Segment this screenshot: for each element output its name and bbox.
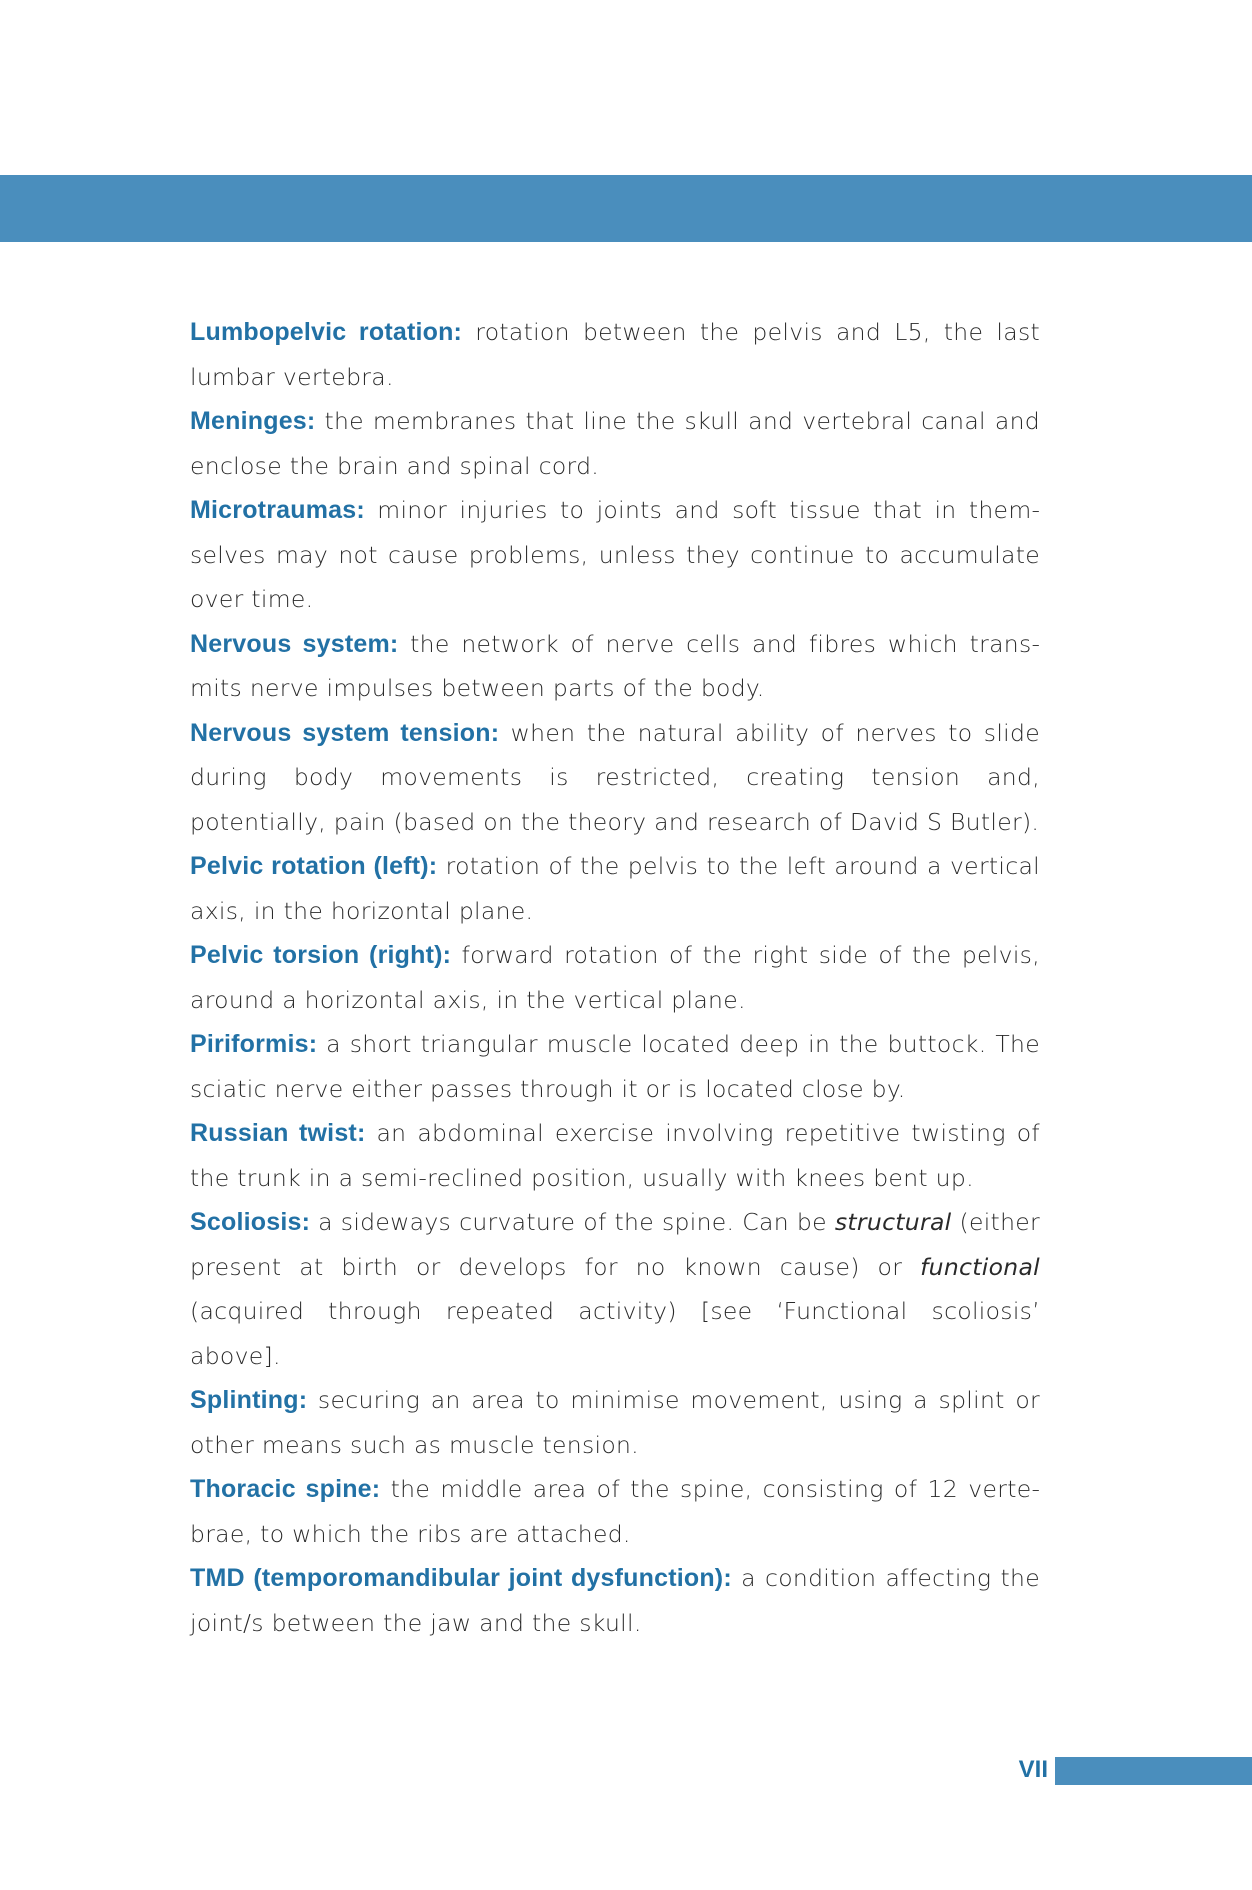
glossary-definition [190,1208,1040,1370]
definition-text: (acquired through repeated activity) [see ‘Functional scoliosis’ above]. [190,1297,1040,1370]
glossary-term: Pelvic torsion (right): [190,941,452,969]
glossary-entry [190,1378,1040,1467]
glossary-definition: minor injuries to joints and soft tissue that in themselves may not cause problems, unless they continue to accumulate over time. [190,496,1040,613]
glossary-entry [190,399,1040,488]
glossary-entry [190,622,1040,711]
glossary-definition: rotation between the pelvis and L5, the last lumbar vertebra. [190,318,1040,391]
glossary-term: Lumbopelvic rotation: [190,318,463,346]
glossary-definition: the middle area of the spine, consisting of 12 vertebrae, to which the ribs are attached. [190,1475,1040,1548]
glossary-entry [190,1200,1040,1378]
glossary-entry [190,1111,1040,1200]
header-banner [0,175,1252,242]
definition-text: (either present at birth or develops for no known cause) or [190,1208,1040,1281]
glossary-term: Nervous system tension: [190,718,500,747]
glossary-entry [190,1022,1040,1111]
glossary-term: TMD (temporomandibular joint dysfunction): [190,1564,732,1592]
glossary-definition: when the natural ability of nerves to slide during body movements is restricted, creating tension and, potentially, pain (based on the theory and research of David S Butler). [190,718,1040,836]
glossary-term: Scoliosis: [190,1208,311,1236]
glossary-definition: an abdominal exercise involving repetitive twisting of the trunk in a semi-reclined position, usually with knees bent up. [190,1119,1040,1192]
glossary-term: Thoracic spine: [190,1475,381,1503]
glossary-entry [190,711,1040,845]
glossary-entry [190,844,1040,933]
definition-italic-text: functional [920,1252,1040,1281]
glossary-term: Piriformis: [190,1030,318,1058]
glossary-definition: the network of nerve cells and fibres which transmits nerve impulses between parts of the body. [190,629,1040,702]
footer-bar [1055,1757,1252,1785]
glossary-term: Russian twist: [190,1119,366,1147]
glossary-entry [190,1556,1040,1645]
definition-italic-text: structural [834,1208,952,1236]
glossary-list [190,310,1040,1645]
glossary-definition: securing an area to minimise movement, using a splint or other means such as muscle tension. [190,1386,1040,1459]
glossary-definition: forward rotation of the right side of the pelvis, around a horizontal axis, in the vertical plane. [190,941,1040,1014]
glossary-definition: the membranes that line the skull and vertebral canal and enclose the brain and spinal cord. [190,407,1040,480]
glossary-term: Splinting: [190,1386,308,1414]
glossary-definition: a short triangular muscle located deep in the buttock. The sciatic nerve either passes through it or is located close by. [190,1030,1040,1103]
page-number: VII [1018,1756,1048,1783]
glossary-entry [190,488,1040,622]
glossary-term: Pelvic rotation (left): [190,852,438,880]
glossary-entry [190,933,1040,1022]
glossary-term: Meninges: [190,407,316,435]
glossary-entry [190,1467,1040,1556]
glossary-entry [190,310,1040,399]
glossary-definition: rotation of the pelvis to the left around a vertical axis, in the horizontal plane. [190,852,1040,925]
glossary-definition: a condition affecting the joint/s between the jaw and the skull. [190,1564,1040,1637]
glossary-term: Microtraumas: [190,496,365,524]
glossary-term: Nervous system: [190,629,399,658]
definition-text: a sideways curvature of the spine. Can be [310,1208,835,1236]
